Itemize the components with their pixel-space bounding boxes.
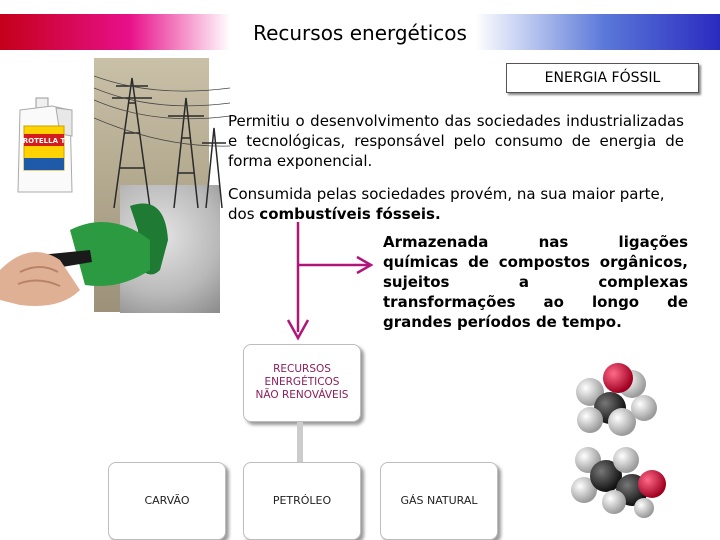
oil-box: PETRÓLEO bbox=[243, 462, 361, 540]
diagram-top-line: NÃO RENOVÁVEIS bbox=[255, 389, 349, 401]
diagram-top-line: ENERGÉTICOS bbox=[264, 376, 340, 388]
diagram-connector bbox=[297, 422, 303, 462]
diagram-top-line: RECURSOS bbox=[273, 363, 331, 375]
bottle-label: ROTELLA T bbox=[22, 137, 66, 145]
paragraph-development: Permitiu o desenvolvimento das sociedades industrializadas e tecnológicas, responsável pelo consumo de energia de forma exponencial. bbox=[228, 112, 684, 170]
page-title: Recursos energéticos bbox=[253, 21, 467, 45]
fossil-energy-label: ENERGIA FÓSSIL bbox=[506, 63, 699, 93]
natural-gas-box: GÁS NATURAL bbox=[380, 462, 498, 540]
storage-line: químicas de compostos orgânicos, bbox=[383, 253, 688, 271]
storage-line: transformações ao longo de bbox=[383, 293, 688, 311]
paragraph-consumption bbox=[228, 184, 688, 224]
molecule-1 bbox=[576, 363, 657, 436]
coal-box: CARVÃO bbox=[108, 462, 226, 540]
fuel-nozzle-icon bbox=[0, 200, 230, 316]
paragraph-consumption-text: Consumida pelas sociedades provém, na sua maior parte, dos bbox=[228, 185, 665, 223]
molecule-2 bbox=[571, 447, 666, 518]
storage-line: Armazenada nas ligações bbox=[383, 233, 688, 251]
non-renewable-resources-box bbox=[243, 344, 361, 422]
storage-line: sujeitos a complexas bbox=[383, 273, 688, 291]
flow-arrows bbox=[285, 220, 375, 342]
power-tower-icon bbox=[94, 58, 230, 208]
oil-bottle-icon bbox=[12, 96, 78, 196]
paragraph-storage bbox=[383, 232, 688, 332]
fossil-fuels-highlight: combustíveis fósseis. bbox=[259, 205, 441, 223]
molecule-models-icon bbox=[560, 352, 670, 522]
storage-line: grandes períodos de tempo. bbox=[383, 313, 622, 331]
